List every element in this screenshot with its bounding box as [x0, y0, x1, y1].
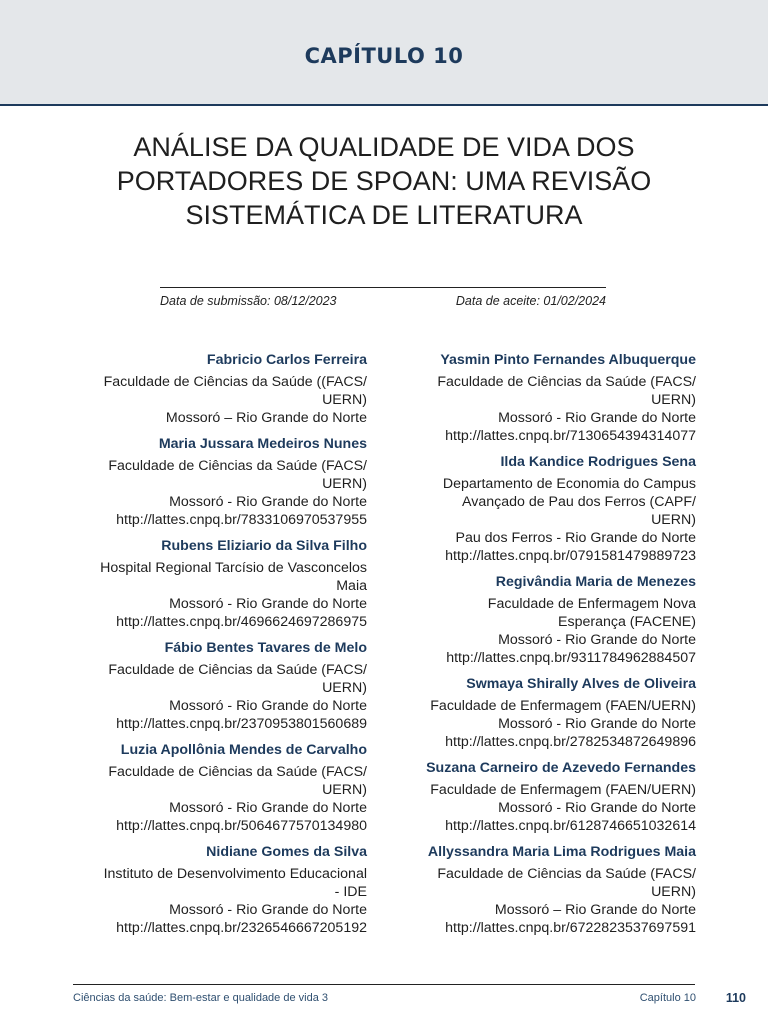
affiliation-line: Faculdade de Ciências da Saúde ((FACS/: [103, 373, 367, 390]
lattes-link[interactable]: http://lattes.cnpq.br/2326546667205192: [116, 919, 367, 936]
author-name: Swmaya Shirally Alves de Oliveira: [466, 676, 696, 692]
authors-right-column: [392, 352, 696, 946]
title-line: PORTADORES DE SPOAN: UMA REVISÃO: [116, 166, 652, 196]
lattes-link[interactable]: http://lattes.cnpq.br/6722823537697591: [445, 919, 696, 936]
affiliation-line: Mossoró – Rio Grande do Norte: [494, 901, 696, 918]
dates-divider: [160, 287, 606, 288]
author-block: [62, 436, 367, 530]
lattes-link[interactable]: http://lattes.cnpq.br/6128746651032614: [445, 817, 696, 834]
affiliation-line: Mossoró - Rio Grande do Norte: [169, 493, 367, 510]
lattes-link[interactable]: http://lattes.cnpq.br/7833106970537955: [116, 511, 367, 528]
affiliation-line: UERN): [651, 511, 696, 528]
author-name: Regivândia Maria de Menezes: [495, 573, 696, 590]
author-name: Ilda Kandice Rodrigues Sena: [500, 454, 696, 471]
lattes-link[interactable]: http://lattes.cnpq.br/0791581479889723: [445, 547, 696, 564]
affiliation-line: Esperança (FACENE): [558, 613, 696, 630]
affiliation-line: Avançado de Pau dos Ferros (CAPF/: [462, 493, 696, 510]
affiliation-line: UERN): [322, 475, 367, 492]
author-name: Fabricio Carlos Ferreira: [206, 352, 367, 368]
affiliation-line: Departamento de Economia do Campus: [442, 475, 696, 492]
title-line: ANÁLISE DA QUALIDADE DE VIDA DOS: [133, 132, 635, 162]
article-title: [84, 130, 684, 232]
affiliation-line: Maia: [336, 577, 367, 594]
lattes-link[interactable]: http://lattes.cnpq.br/2370953801560689: [116, 715, 367, 732]
footer-chapter: Capítulo 10: [639, 992, 696, 1004]
affiliation-line: Faculdade de Enfermagem Nova: [487, 595, 696, 612]
author-block: [62, 640, 367, 734]
author-block: [392, 844, 696, 938]
affiliation-line: Mossoró - Rio Grande do Norte: [498, 799, 696, 816]
lattes-link[interactable]: http://lattes.cnpq.br/7130654394314077: [445, 427, 696, 444]
lattes-link[interactable]: http://lattes.cnpq.br/5064677570134980: [116, 817, 367, 834]
affiliation-line: Mossoró - Rio Grande do Norte: [498, 715, 696, 732]
affiliation-line: Faculdade de Ciências da Saúde (FACS/: [437, 373, 696, 390]
affiliation-line: Mossoró - Rio Grande do Norte: [169, 595, 367, 612]
author-block: [62, 538, 367, 632]
author-name: Suzana Carneiro de Azevedo Fernandes: [426, 760, 696, 777]
author-block: [392, 574, 696, 668]
affiliation-line: Faculdade de Ciências da Saúde (FACS/: [437, 866, 696, 883]
submission-date: Data de submissão: 08/12/2023: [160, 294, 337, 308]
affiliation-line: Mossoró - Rio Grande do Norte: [169, 901, 367, 918]
affiliation-line: UERN): [651, 884, 696, 901]
author-block: [62, 844, 367, 938]
affiliation-line: - IDE: [334, 884, 367, 901]
affiliation-line: Faculdade de Ciências da Saúde (FACS/: [108, 458, 367, 475]
affiliation-line: Faculdade de Enfermagem (FAEN/UERN): [430, 697, 696, 714]
title-line: SISTEMÁTICA DE LITERATURA: [185, 200, 583, 230]
author-name: Fábio Bentes Tavares de Melo: [164, 640, 367, 657]
author-block: [392, 352, 696, 446]
author-block: [62, 352, 367, 428]
chapter-label: CAPÍTULO 10: [304, 44, 464, 68]
author-name: Luzia Apollônia Mendes de Carvalho: [120, 742, 367, 759]
author-name: Nidiane Gomes da Silva: [206, 844, 367, 861]
affiliation-line: UERN): [322, 680, 367, 696]
author-block: [392, 760, 696, 836]
affiliation-line: Mossoró - Rio Grande do Norte: [498, 409, 696, 426]
author-block: [62, 742, 367, 836]
acceptance-date: Data de aceite: 01/02/2024: [455, 294, 606, 308]
affiliation-line: Faculdade de Ciências da Saúde (FACS/: [108, 662, 367, 679]
affiliation-line: UERN): [322, 391, 367, 408]
page-number: 110: [725, 991, 746, 1005]
footer-book-title: Ciências da saúde: Bem-estar e qualidade de vida 3: [73, 992, 328, 1004]
author-name: Maria Jussara Medeiros Nunes: [158, 436, 367, 453]
affiliation-line: Pau dos Ferros - Rio Grande do Norte: [455, 529, 696, 546]
author-name: Yasmin Pinto Fernandes Albuquerque: [440, 352, 696, 368]
author-block: [392, 454, 696, 565]
authors-left-column: [62, 352, 367, 946]
lattes-link[interactable]: http://lattes.cnpq.br/9311784962884507: [446, 649, 696, 666]
affiliation-line: UERN): [322, 782, 367, 799]
footer-divider: [73, 984, 695, 985]
affiliation-line: Faculdade de Ciências da Saúde (FACS/: [108, 764, 367, 781]
author-name: Allyssandra Maria Lima Rodrigues Maia: [427, 844, 696, 861]
affiliation-line: Instituto de Desenvolvimento Educacional: [103, 866, 367, 883]
lattes-link[interactable]: http://lattes.cnpq.br/4696624697286975: [116, 613, 367, 630]
affiliation-line: Mossoró - Rio Grande do Norte: [169, 799, 367, 816]
author-name: Rubens Eliziario da Silva Filho: [161, 538, 367, 555]
affiliation-line: Faculdade de Enfermagem (FAEN/UERN): [430, 782, 696, 799]
affiliation-line: Mossoró - Rio Grande do Norte: [498, 631, 696, 648]
affiliation-line: UERN): [651, 391, 696, 408]
author-block: [392, 676, 696, 752]
affiliation-line: Mossoró – Rio Grande do Norte: [165, 409, 367, 426]
affiliation-line: Mossoró - Rio Grande do Norte: [169, 697, 367, 714]
lattes-link[interactable]: http://lattes.cnpq.br/2782534872649896: [445, 733, 696, 750]
affiliation-line: Hospital Regional Tarcísio de Vasconcelos: [100, 560, 367, 577]
